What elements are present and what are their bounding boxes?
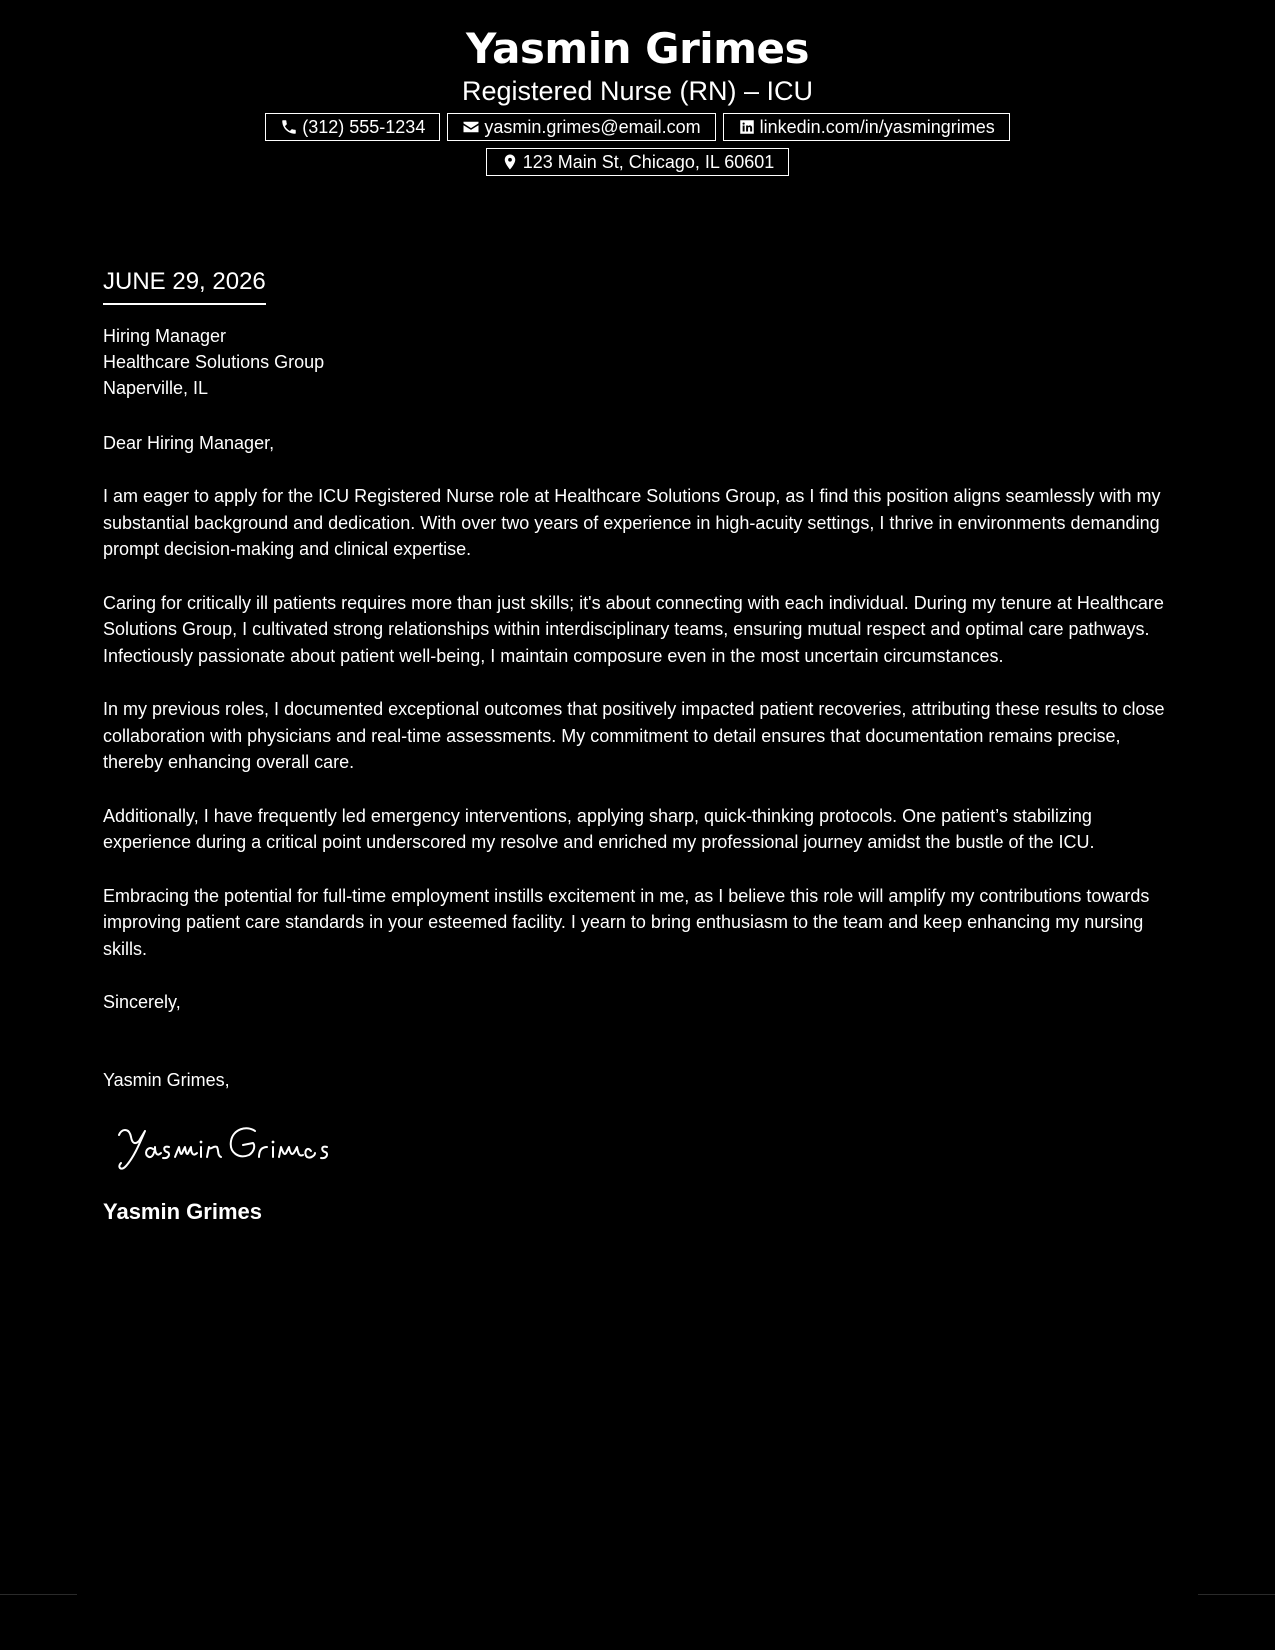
letter-header <box>0 22 1275 176</box>
recipient-line: Naperville, IL <box>103 378 209 398</box>
address-text: 123 Main St, Chicago, IL 60601 <box>522 152 775 172</box>
signature-image <box>109 1117 359 1177</box>
linkedin-chip[interactable] <box>723 113 1010 141</box>
email-chip[interactable] <box>447 113 715 141</box>
applicant-title: Registered Nurse (RN) – ICU <box>461 76 814 106</box>
body-paragraph: Embracing the potential for full-time employment instills excitement in me, as I believe this role will amplify my contributions towards improving patient care standards in your esteemed facility. I yearn to bring enthusiasm to the team and keep enhancing my nursing skills. <box>103 885 1150 959</box>
applicant-name: Yasmin Grimes <box>466 24 809 73</box>
handwritten-signature <box>109 1117 359 1177</box>
footer-divider-right <box>1198 1594 1275 1595</box>
linkedin-icon <box>738 118 756 136</box>
footer-divider-left <box>0 1594 77 1595</box>
signoff-name: Yasmin Grimes, <box>103 1070 230 1090</box>
printed-name: Yasmin Grimes <box>103 1199 262 1224</box>
salutation: Dear Hiring Manager, <box>103 433 275 453</box>
body-paragraph: Caring for critically ill patients requires more than just skills; it's about connecting with each individual. During my tenure at Healthcare Solutions Group, I cultivated strong relationships within interdisciplinary teams, ensuring mutual respect and optimal care pathways. Infectiously passionate about patient well-being, I maintain composure even in the most uncertain circumstances. <box>103 592 1164 666</box>
recipient-line: Healthcare Solutions Group <box>103 352 325 372</box>
address-chip[interactable] <box>486 148 790 176</box>
phone-icon <box>280 118 298 136</box>
letter-date: JUNE 29, 2026 <box>103 266 266 305</box>
letter-body <box>103 266 1178 1227</box>
phone-text: (312) 555-1234 <box>302 117 426 137</box>
body-paragraph: Additionally, I have frequently led emergency interventions, applying sharp, quick-thinking protocols. One patient’s stabilizing experience during a critical point underscored my resolve and enriched my professional journey amidst the bustle of the ICU. <box>103 805 1095 852</box>
contact-row-address <box>0 148 1275 176</box>
body-paragraph: I am eager to apply for the ICU Registered Nurse role at Healthcare Solutions Group, as I find this position aligns seamlessly with my substantial background and dedication. With over two years of experience in high-acuity settings, I thrive in environments demanding prompt decision-making and clinical expertise. <box>103 486 1161 559</box>
recipient-line: Hiring Manager <box>103 326 227 346</box>
map-pin-icon <box>501 153 519 171</box>
envelope-icon <box>462 118 480 136</box>
recipient-block <box>103 323 1178 401</box>
closing: Sincerely, <box>103 992 181 1012</box>
contact-row <box>0 113 1275 141</box>
phone-chip[interactable] <box>265 113 440 141</box>
linkedin-text: linkedin.com/in/yasmingrimes <box>759 117 995 137</box>
body-paragraph: In my previous roles, I documented exceptional outcomes that positively impacted patient recoveries, attributing these results to close collaboration with physicians and real-time assessments. My commitment to detail ensures that documentation remains precise, thereby enhancing overall care. <box>103 699 1165 772</box>
email-text: yasmin.grimes@email.com <box>484 117 701 137</box>
